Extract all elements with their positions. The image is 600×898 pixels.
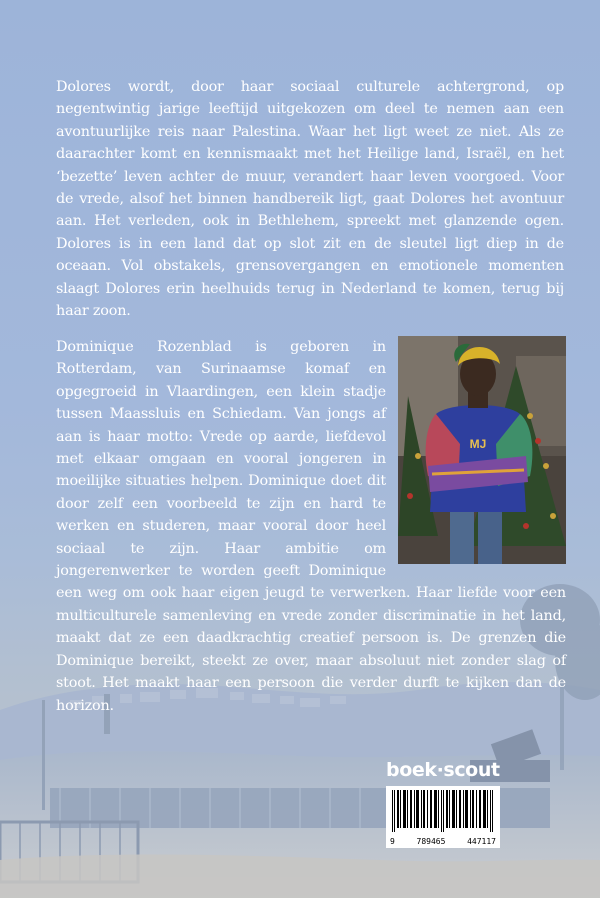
- barcode-bars: [392, 790, 494, 832]
- author-bio: Dominique Rozenblad is geboren in Rotterdam, van Surinaamse komaf en opgegroeid in Vlaardingen, een klein stadje tussen Maassluis en Schiedam. Van jongs af aan is haar motto: Vrede op aarde, liefdevol met elkaar omgaan en vooral jongeren in moeilijke situaties helpen. Dominique doet dit door zelf een voorbeeld te zijn en hard te werken en studeren, maar vooral door heel sociaal te zijn. Haar ambitie om jongerenwerker te worden geeft Dominique een weg om ook haar eigen jeugd te verwerken. Haar liefde voor een multiculturele samenleving en vrede zonder discriminatie in het land, maakt dat ze een daadkrachtig creatief persoon is. De grenzen die Dominique bereikt, steekt ze over, maar absoluut niet zonder slag of stoot. Het maakt haar een persoon die verder durft te kijken dan de horizon.: [56, 339, 566, 714]
- publisher-name-part2: scout: [443, 759, 500, 781]
- barcode-left-group: 789465: [416, 837, 446, 846]
- author-photo: [398, 336, 566, 564]
- author-section: [56, 336, 566, 717]
- publisher-logo: [386, 758, 500, 782]
- book-blurb: Dolores wordt, door haar sociaal culturele achtergrond, op negentwintig jarige leeftijd uitgekozen om deel te nemen aan een avontuurlijke reis naar Palestina. Waar het ligt weet ze niet. Als ze daarachter komt en kennismaakt met het Heilige land, Israël, en het ‘bezette’ leven achter de muur, verandert haar leven voorgoed. Voor de vrede, alsof het binnen handbereik ligt, gaat Dolores het avontuur aan. Het verleden, ook in Bethlehem, spreekt met glanzende ogen. Dolores is in een land dat op slot zit en de sleutel ligt diep in de oceaan. Vol obstakels, grensovergangen en emotionele momenten slaagt Dolores erin heelhuids terug in Nederland te komen, terug bij haar zoon.: [56, 79, 564, 320]
- publisher-name-part1: boek: [386, 759, 437, 781]
- isbn-barcode: [386, 786, 500, 848]
- barcode-right-group: 447117: [467, 837, 496, 846]
- publisher-separator: ·: [436, 759, 444, 781]
- barcode-lead-digit: 9: [390, 837, 395, 846]
- barcode-digits: [386, 837, 500, 846]
- sweater-text: MJ: [469, 437, 487, 451]
